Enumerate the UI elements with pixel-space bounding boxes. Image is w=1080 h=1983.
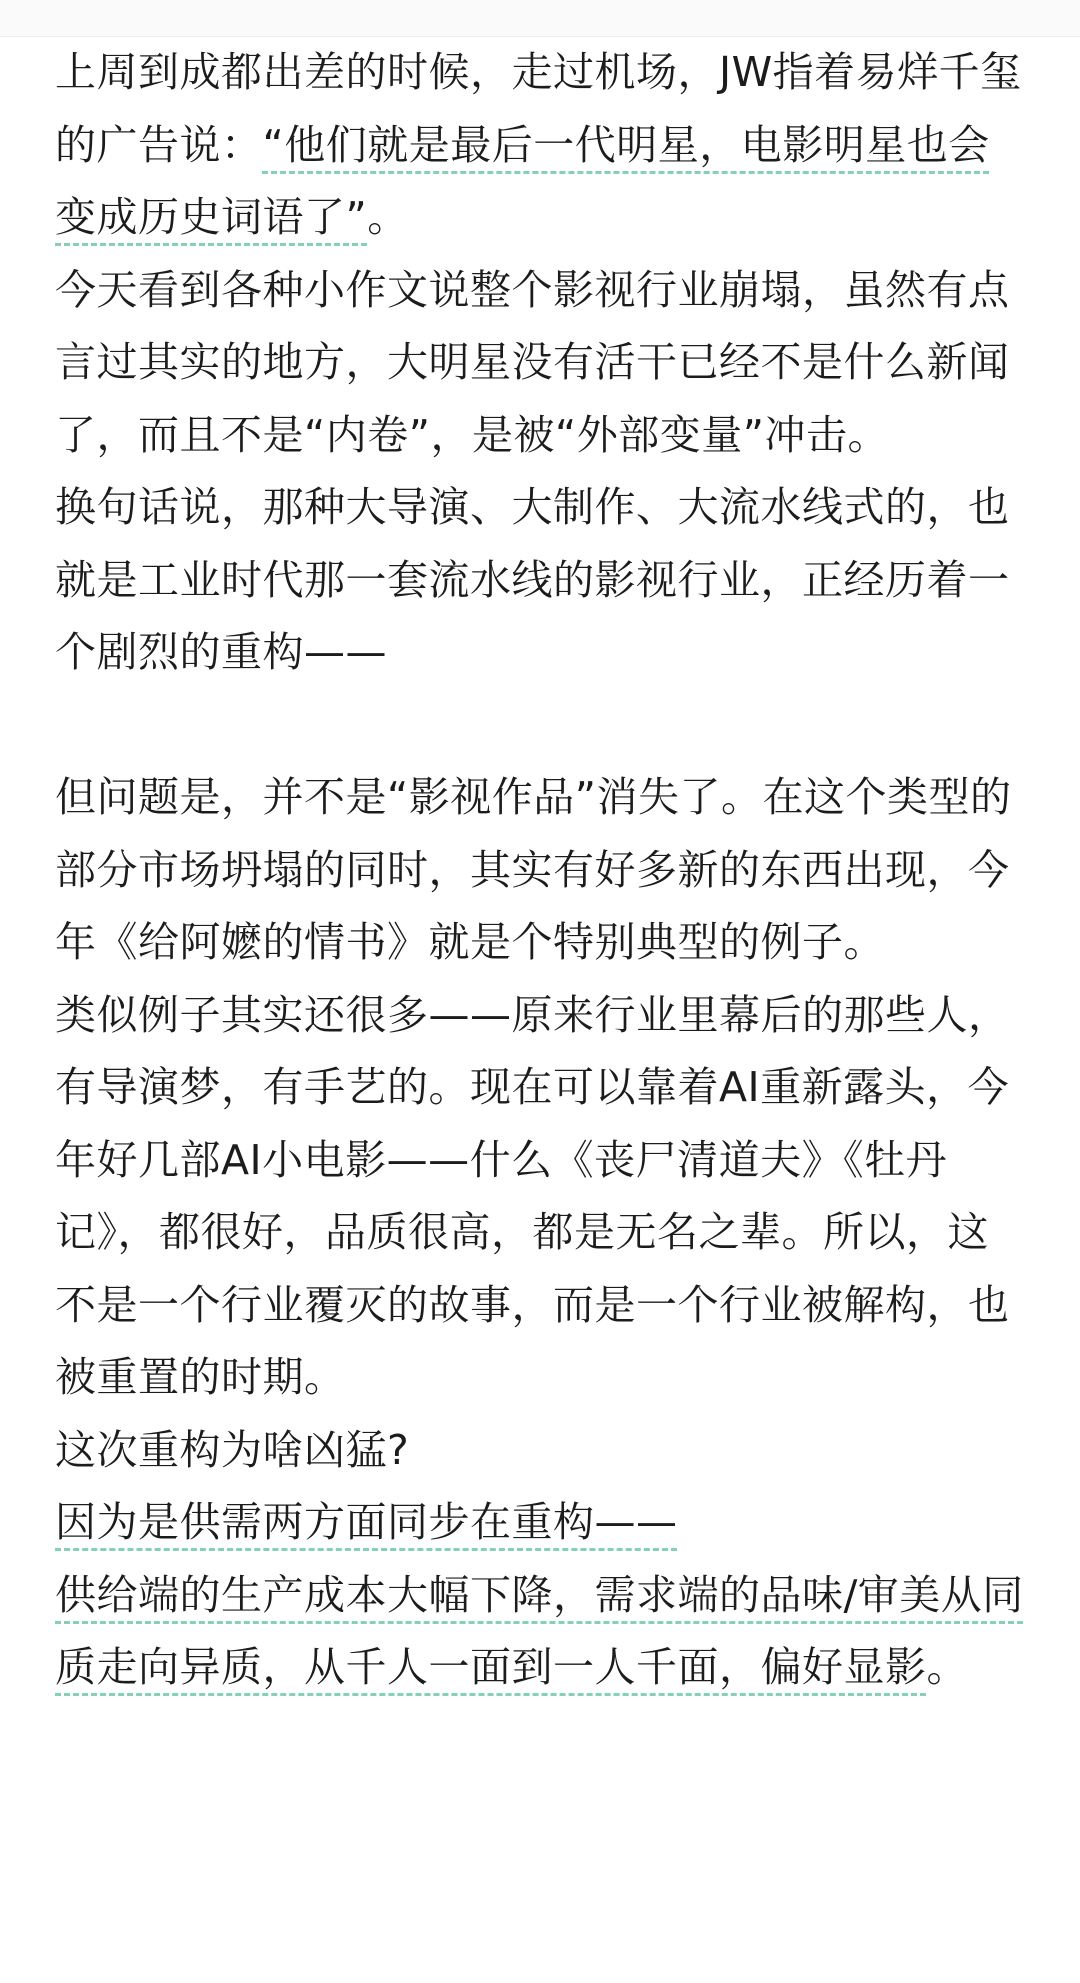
paragraph-1-text: 上周到成都出差的时候，走过机场，JW指着易烊千玺的广告说： [55, 48, 1022, 169]
paragraph-4: 但问题是，并不是“影视作品”消失了。在这个类型的部分市场坍塌的同时，其实有好多新的东西出现，今年《给阿嬷的情书》就是个特别典型的例子。 [55, 773, 1012, 966]
paragraph-1 [55, 36, 1030, 254]
supply-demand-highlight[interactable]: 供给端的生产成本大幅下降，需求端的品味/审美从同质走向异质，从千人一面到一人千面，偏好显影 [55, 1570, 1024, 1691]
paragraph-spacer [55, 689, 1030, 762]
paragraph-3: 换句话说，那种大导演、大制作、大流水线式的，也就是工业时代那一套流水线的影视行业，正经历着一个剧烈的重构—— [55, 483, 1010, 676]
paragraph-8-tail: 。 [926, 1643, 968, 1691]
top-divider [0, 0, 1080, 37]
paragraph-5: 类似例子其实还很多——原来行业里幕后的那些人，有导演梦，有手艺的。现在可以靠着AI重新露头，今年好几部AI小电影——什么《丧尸清道夫》《牡丹记》，都很好，品质很高，都是无名之辈。所以，这不是一个行业覆灭的故事，而是一个行业被解构，也被重置的时期。 [55, 990, 1010, 1401]
paragraph-2: 今天看到各种小作文说整个影视行业崩塌，虽然有点言过其实的地方，大明星没有活干已经不是什么新闻了，而且不是“内卷”，是被“外部变量”冲击。 [55, 265, 1010, 459]
restructure-highlight[interactable]: 因为是供需两方面同步在重构—— [55, 1498, 678, 1546]
paragraph-6: 这次重构为啥凶猛? [55, 1425, 410, 1474]
quote-highlight[interactable]: “他们就是最后一代明星，电影明星也会变成历史词语了” [55, 120, 990, 241]
paragraph-8 [55, 1559, 1030, 1704]
paragraph-7 [55, 1486, 1030, 1559]
article-body [55, 36, 1030, 1704]
paragraph-1-tail: 。 [367, 193, 409, 241]
